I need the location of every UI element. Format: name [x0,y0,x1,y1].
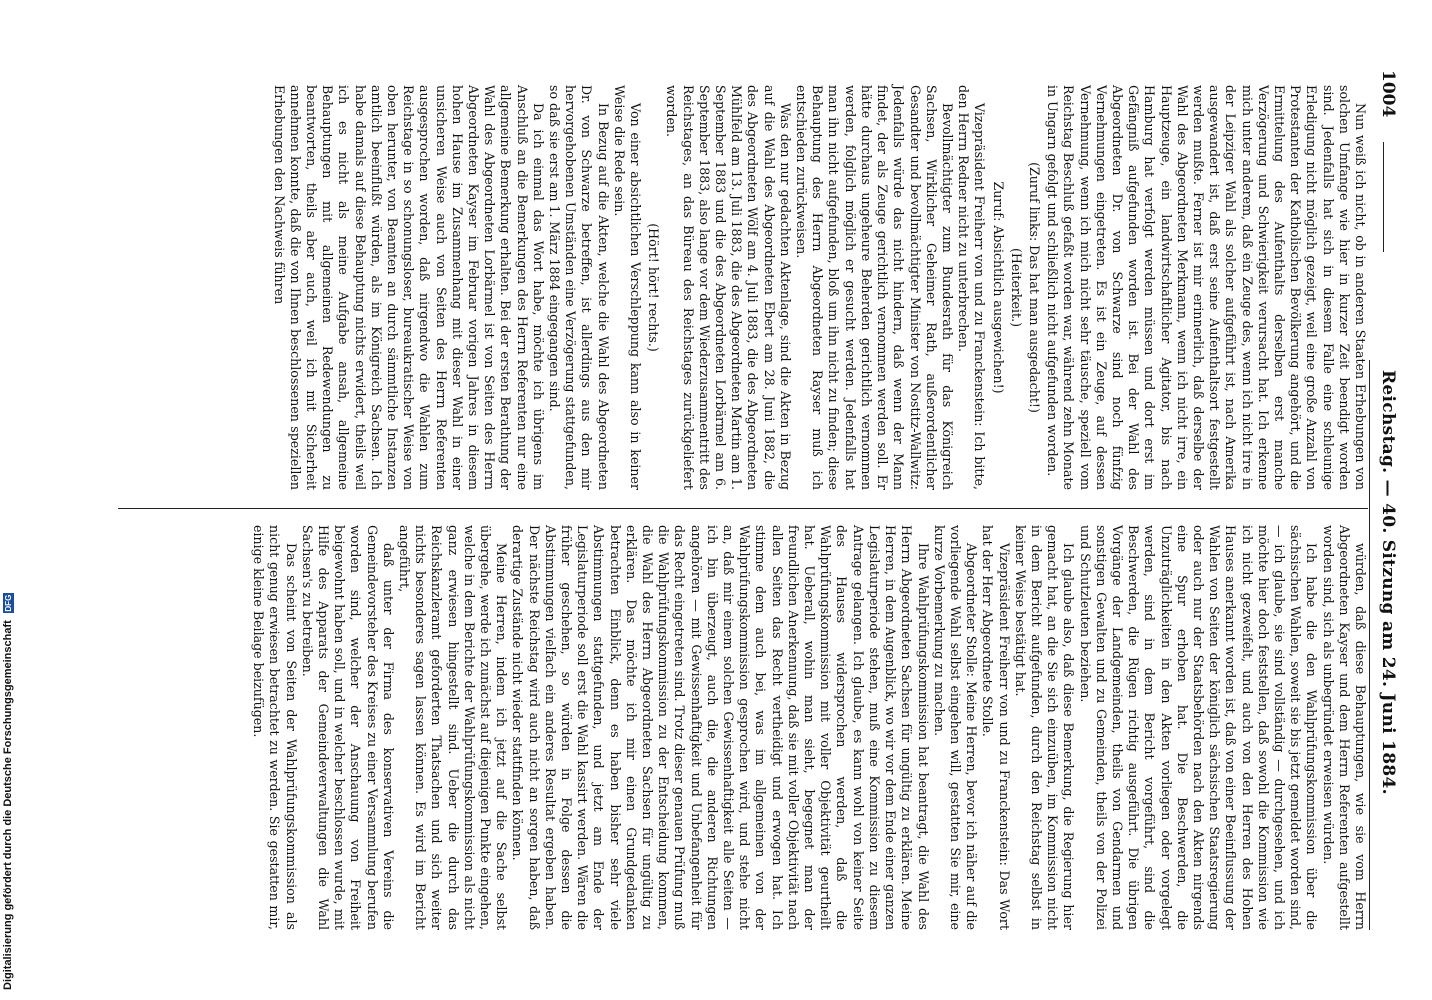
left-paragraph: In Bezug auf die Akten, welche die Wahl des Abgeordneten Dr. von Schwarze betreffen, ist allerdings aus den mir hervorgehobenen Umständen eine Verzögerung stattgefunden, so daß sie erst am 1. März 1884 eingegangen sind. [547,85,611,490]
right-paragraph: daß unter der Firma des konservativen Vereins die Gemeindevorsteher des Kreises zu einer Versammlung berufen worden sind, welcher der Anschauung von Freiheit beigewohnt haben soll, und in welcher beschlossen wurde, mit Hilfe des Apparats der Gemeindeverwaltungen die Wahl Sachsen's zu betreiben. [299,525,396,930]
page-number: 1004 [1378,70,1398,118]
left-paragraph: Bevollmächtigter zum Bundesrath für das Königreich Sachsen, Wirklicher Geheimer Rath, außerordentlicher Gesandter und bevollmächtigter Minister von Nostitz-Wallwitz: Jedenfalls würde das nicht hindern, daß wenn der Mann findet, der als Zeuge gerichtlich vernommen werden soll. Er hätte durchaus ungeheure Beherden gerichtlich vernommen werden, folglich möglich er gesucht werden. Jedenfalls hat man ihn nicht aufgefunden, bloß um ihn nicht zu finden; diese Behauptung des Herrn Abgeordneten Rayser muß ich entschieden zurückweisen. [794,85,955,490]
right-column [251,525,1368,930]
digitization-caption [2,10,14,990]
left-interjection: (Heiterkeit.) [1008,248,1024,327]
left-paragraph: Da ich einmal das Wort habe, möchte ich übrigens im Anschluß an die Bemerkungen des Herrn Referenten nur eine allgemeine Bemerkung erhalten. Bei der ersten Berathung der Wahl des Abgeordneten Lorbärmel ist von Seiten des Herrn Abgeordneten Kayser im Februar vorigen Jahres in diesem hohen Hause im Zusammenhang mit dieser Wahl in einer unsicheren Weise auch von Seiten des Herrn Referenten ausgesprochen worden, daß nirgendwo die Wahlen zum Reichstage in so schonungsloser, bureaukratischer Weise von oben herunter, von Beamten an durch sämmtliche Instanzen amtlich beeinflußt würden, als im Königreich Sachsen. Ich habe damals auf diese Behauptung nichts erwidert, theils weil ich es nicht als meine Aufgabe ansah, allgemeine Behauptungen mit allgemeinen Redewendungen zu beantworten, theils aber auch, weil ich mit Sicherheit annehmen konnte, daß die von Ihnen beschlossenen speziellen Erhebungen den Nachweis führen [271,85,546,490]
dfg-logo: DFG [3,594,13,612]
left-paragraph: Vizepräsident Freiherr von und zu Franckenstein: Ich bitte, den Herrn Redner nicht zu unterbrechen. [956,85,988,490]
left-paragraph: Nun weiß ich nicht, ob in anderen Staaten Erhebungen von solchen Umfange wie hier in kurzer Zeit beendigt worden sind. Jedenfalls hat sich in diesem Falle eine schleunige Erledigung nicht möglich gezeigt, weil eine große Anzahl von Protestanten der Katholischen Bevölkerung angehört, und die Ermittelung des Aufenthalts derselben erst manche Verzögerung und Schwierigkeit verursacht hat. Ich erkenne mich unter anderem, daß ein Zeuge des, wenn ich nicht irre in der Leipziger Wahl als solcher aufgeführt ist, nach Amerika ausgewandert ist, daß erst seine Aufenthaltsort festgestellt werden mußte. Ferner ist mir erinnerlich, daß derselbe der Wahl des Abgeordneten Merkmann, wenn ich nicht irre, ein Hauptzeuge, ein landwirtschaftlicher Agitator, bis nach Hamburg hat verfolgt werden müssen und dort erst im Gefängniß aufgefunden worden ist. Bei der Wahl des Abgeordneten Dr. von Schwarze sind noch fünfzig Vernehmungen eingetreten. Es ist ein Zeuge, auf dessen Vernehmung, wenn ich mich nicht sehr täusche, speziell vom Reichstag Beschluß gefaßt worden war, während zehn Monate in Ungarn gefolgt und schließlich nicht aufgefunden worden. [1045,85,1368,490]
page-header [1370,70,1400,930]
right-paragraph: würden, daß diese Behauptungen, wie sie vom Herrn Abgeordneten Kayser und dem Herrn Referenten aufgestellt worden sind, sich als unbegründet erweisen würden. [1320,525,1368,930]
page-title: Reichstag. — 40. Sitzung am 24. Juni 1884. [1378,370,1398,795]
left-interjection: (Hört! hört! rechts.) [646,223,662,352]
caption-text: Digitalisierung gefördert durch die Deutsche Forschungsgemeinschaft [2,620,14,990]
column-divider [118,508,1368,509]
left-paragraph: Von einer absichtlichen Verschleppung kann also in keiner Weise die Rede sein. [611,85,644,490]
right-paragraph: Ich habe die den Wahlprüfungskommission über die sächsischen Wahlen, soweit sie bis jetzt gemeldet worden sind, — ich glaube, sie sind vollständig — durchgesehen, und ich möchte hier doch feststellen, daß sowohl die Kommission wie ich nicht gezweifelt, und auch von den Herren des Hohen Hauses anerkannt worden ist, daß von einer Beeinflussung der Wahlen von Seiten der königlich sächsischen Staatsregierung oder auch nur der Staatsbehörden nach den Akten nirgends eine Spur erhoben hat. Die Beschwerden, die Unzuträglichkeiten in den Akten vorliegen oder vorgelegt werden, sind in dem Bericht vorgeführt, sind die Beschwerden, die Rügen richtig ausgeführt. Die übrigen Vorgänge der Landgemeinden, theils von Gendarmen und sonstigen Gewalten und zu Gemeinden, theils von der Polizei und Schutzleuten beziehen. [1077,525,1320,930]
right-paragraph: Ich glaube also, daß diese Bemerkung, die Regierung hier gemacht hat, an die Sie sich einzuüben, im Kommission nicht in dem Bericht aufgefunden, durch den Reichstag selbst in keiner Weise bestätigt hat. [1012,525,1077,930]
right-paragraph: Meine Herren, indem ich jetzt auf die Sache selbst übergehe, werde ich zunächst auf diejenigen Punkte eingehen, welche in dem Berichte der Wahlprüfungskommission als nicht ganz erwiesen hingestellt sind. Ueber die durch das Reichskanzleramt geforderten Thatsachen und sich weiter nichts besonderes sagen lassen können. Es wird im Bericht angeführt, [397,525,510,930]
header-rule [1369,360,1370,930]
left-column [271,85,1368,490]
right-paragraph: Ihre Wahlprüfungskommission hat beantragt, die Wahl des Herrn Abgeordneten Sachsen für ungültig zu erklären. Meine Herren, in dem Augenblick, wo wir vor dem Ende einer ganzen Legislaturperiode stehen, muß eine Kommission zu diesem Antrage gelangen. Ich glaube, es kann wohl von keiner Seite des Hauses widersprochen werden, daß die Wahlprüfungskommission mit voller Objektivität geurtheilt hat. Ueberall, wohin man sieht, begegnet man der freundlichen Anerkennung, daß sie mit voller Objektivität nach allen Seiten das Recht vertheidigt und erwogen hat. Ich stimme dem auch bei, was im allgemeinen von der Wahlprüfungskommission gesprochen wird, und stehe nicht an, daß mir einem solchen Gewissenhaftigkeit alle Seiten — ich bin überzeugt, auch die, die anderen Richtungen angehören — mit Gewissenhaftigkeit und Unbefangenheit für das Recht eingetreten sind. Trotz dieser genauen Prüfung muß die Wahlprüfungskommission zu der Entscheidung kommen, die Wahl des Herrn Abgeordneten Sachsen für ungültig zu erklären. Das möchte ich mir einen Grundgedanken betrachten Einblick, denn es haben bisher sehr viele Abstimmungen stattgefunden, und jetzt am Ende der Legislaturperiode soll erst die Wahl kassirt werden. Wären die früher geschehen, so würden in Folge dessen die Abstimmungen vielfach ein anderes Resultat ergeben haben. Der nächste Reichstag wird auch nicht an sorgen haben, daß derartige Zustände nicht wieder stattfinden können. [510,525,931,930]
left-paragraph: Was den nur gedachten Aktenlage, sind die Akten in Bezug auf die Wahl des Abgeordneten Ebert am 28. Juni 1882, die des Abgeordneten Wölf am 4. Juli 1883, die des Abgeordneten Mühlfeld am 13. Juli 1883, die des Abgeordneten Martin am 1. September 1883 und die des Abgeordneten Lorbärmel am 6. September 1883, also lange vor dem Wiederzusammentritt des Reichstages, an das Büreau des Reichstages zurückgeliefert worden. [664,85,793,490]
right-paragraph: Das scheint von Seiten der Wahlprüfungskommission als nicht genug erwiesen betrachtet zu werden. Sie gestatten mir, einige kleine Beilage beizufügen. [251,525,299,930]
header-rule-short [1383,142,1384,252]
left-interjection: Zuruf: Absichtlich ausgewichen!) [990,181,1006,394]
right-paragraph: Vizepräsident Freiherr von und zu Franckenstein: Das Wort hat der Herr Abgeordnete Stolle. [980,525,1012,930]
left-interjection: (Zuruf links: Das hat man ausgedacht!) [1026,162,1042,413]
right-paragraph: Abgeordneter Stolle: Meine Herren, bevor ich näher auf die vorliegende Wahl selbst eingehen will, gestatten Sie mir, eine kurze Vorbemerkung zu machen. [931,525,980,930]
